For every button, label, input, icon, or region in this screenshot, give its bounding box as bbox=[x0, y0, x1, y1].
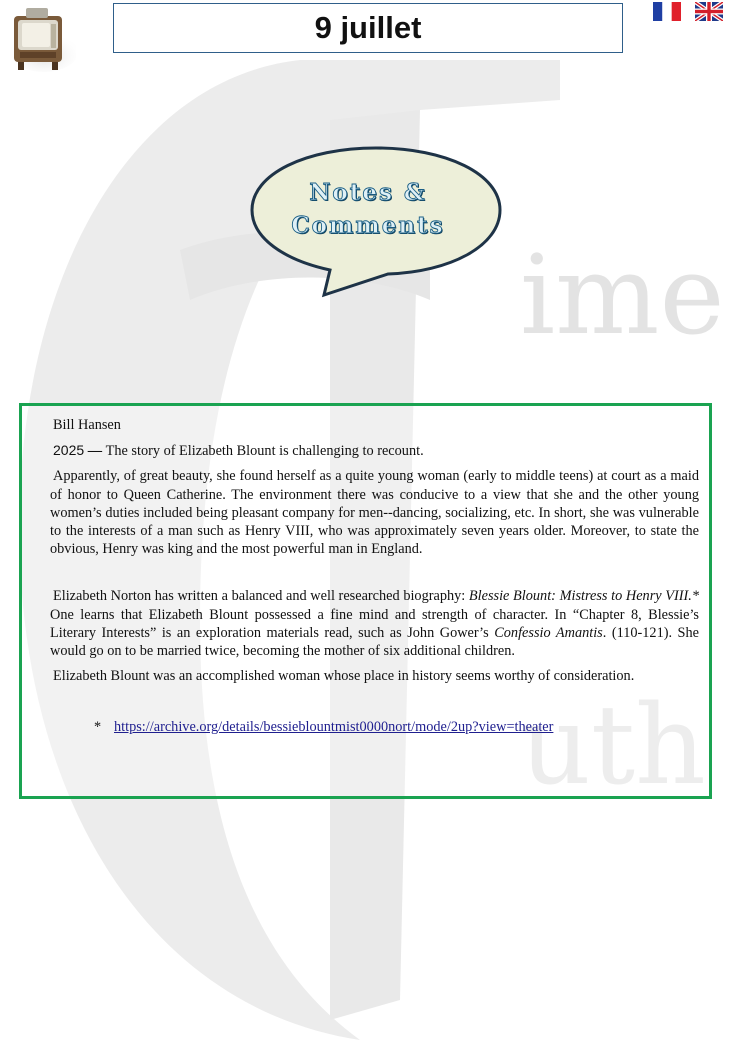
paragraph-2-part-b: One learns that Elizabeth Blount possessed a fine mind and strength of character. In “Chapter 8, Blessie’s Literary Interests” is an exploration materials read, such as John Gower’s bbox=[50, 606, 699, 641]
notes-comments-heading bbox=[248, 176, 488, 242]
article-year: 2025 bbox=[53, 442, 85, 459]
watermark-word-1: ime bbox=[520, 231, 725, 359]
paragraph-1: Apparently, of great beauty, she found herself as a quite young woman (early to middle teens) at court as a maid of honor to Queen Catherine. The environment there was conducive to a view that she and the other young women’s duties included being pleasant company for men--dancing, socializing, etc. In short, she was vulnerable to the interests of a man such as Henry VIII, who was approximately seven years older. Moreover, to state the obvious, Henry was king and the most powerful man in England. bbox=[50, 468, 699, 558]
year-dash: — bbox=[84, 443, 106, 460]
book-title: Blessie Blount: Mistress to Henry VIII.* bbox=[468, 588, 699, 605]
page-title: 9 juillet bbox=[314, 10, 422, 45]
language-switcher bbox=[653, 2, 723, 21]
author-name: Bill Hansen bbox=[53, 417, 121, 433]
footnote-marker: * bbox=[94, 719, 102, 736]
watermark-word-2: uth bbox=[520, 681, 706, 809]
paragraph-2-part-a: Elizabeth Norton has written a balanced and well researched biography: bbox=[53, 588, 469, 605]
article-box bbox=[19, 403, 712, 809]
french-flag-icon[interactable] bbox=[653, 2, 681, 21]
paragraph-3: Elizabeth Blount was an accomplished woman whose place in history seems worthy of consideration. bbox=[53, 668, 635, 685]
vintage-tv-logo-icon[interactable] bbox=[6, 4, 76, 72]
footnote bbox=[50, 718, 699, 736]
bubble-line-2: Comments bbox=[291, 212, 445, 239]
paragraph-2-part-c: . (110-121). She would go on to be married twice, becoming the mother of six additional children. bbox=[50, 624, 700, 660]
paragraph-2 bbox=[50, 587, 699, 660]
book-title-2: Confessio Amantis bbox=[494, 624, 603, 641]
date-title-box bbox=[113, 3, 623, 53]
intro-line bbox=[50, 441, 699, 460]
footnote-link[interactable]: https://archive.org/details/bessieblountmist0000nort/mode/2up?view=theater bbox=[114, 719, 554, 736]
bubble-line-1: Notes & bbox=[309, 179, 427, 206]
uk-flag-icon[interactable] bbox=[695, 2, 723, 21]
intro-text: The story of Elizabeth Blount is challenging to recount. bbox=[105, 443, 424, 460]
